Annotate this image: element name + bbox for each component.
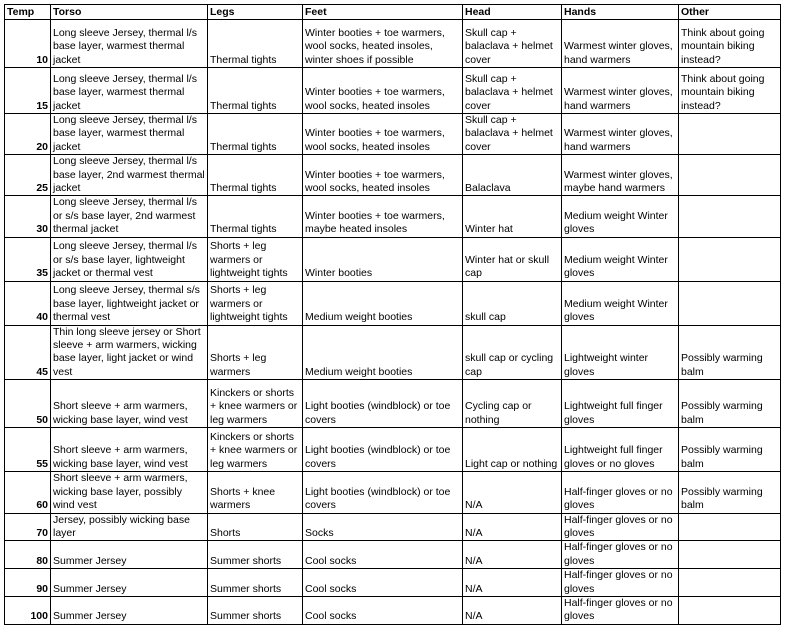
cell-hands: Half-finger gloves or no gloves [562,596,679,624]
cell-hands: Warmest winter gloves, maybe hand warmers [562,155,679,196]
cell-legs: Summer shorts [208,596,303,624]
cell-legs: Thermal tights [208,20,303,68]
cell-head: Skull cap + balaclava + helmet cover [463,20,562,68]
cell-hands: Warmest winter gloves, hand warmers [562,68,679,114]
header-legs: Legs [208,5,303,20]
cell-other [679,196,781,237]
header-row [5,5,781,20]
cell-feet: Cool socks [303,596,463,624]
cell-head: Cycling cap or nothing [463,380,562,428]
cell-hands: Lightweight full finger gloves [562,380,679,428]
cell-hands: Medium weight Winter gloves [562,281,679,325]
cell-hands: Medium weight Winter gloves [562,237,679,281]
cell-legs: Thermal tights [208,114,303,155]
cell-head: N/A [463,541,562,569]
cycling-clothing-table [4,4,781,625]
header-torso: Torso [51,5,208,20]
cell-hands: Half-finger gloves or no gloves [562,472,679,513]
table-row [5,541,781,569]
cell-feet: Medium weight booties [303,281,463,325]
cell-torso: Long sleeve Jersey, thermal l/s or s/s base layer, 2nd warmest thermal jacket [51,196,208,237]
cell-legs: Shorts + leg warmers or lightweight tights [208,237,303,281]
cell-torso: Summer Jersey [51,596,208,624]
cell-other [679,237,781,281]
cell-head: N/A [463,569,562,597]
cell-feet: Cool socks [303,541,463,569]
cell-feet: Winter booties [303,237,463,281]
cell-torso: Long sleeve Jersey, thermal l/s base layer, warmest thermal jacket [51,68,208,114]
table-row [5,281,781,325]
cell-other [679,155,781,196]
cell-other: Possibly warming balm [679,380,781,428]
cell-other [679,513,781,541]
table-row [5,325,781,380]
cell-feet: Winter booties + toe warmers, wool socks, heated insoles, winter shoes if possible [303,20,463,68]
cell-temp: 45 [5,325,51,380]
cell-hands: Lightweight full finger gloves or no gloves [562,428,679,472]
cell-other: Possibly warming balm [679,472,781,513]
cell-head: N/A [463,596,562,624]
cell-temp: 25 [5,155,51,196]
cell-temp: 60 [5,472,51,513]
table-row [5,155,781,196]
header-temp: Temp [5,5,51,20]
cell-other: Possibly warming balm [679,325,781,380]
table-row [5,569,781,597]
cell-head: skull cap or cycling cap [463,325,562,380]
cell-torso: Short sleeve + arm warmers, wicking base layer, wind vest [51,428,208,472]
table-row [5,380,781,428]
cell-legs: Kinckers or shorts + knee warmers or leg warmers [208,380,303,428]
cell-hands: Half-finger gloves or no gloves [562,541,679,569]
cell-feet: Cool socks [303,569,463,597]
table-row [5,428,781,472]
table-row [5,20,781,68]
cell-temp: 100 [5,596,51,624]
cell-hands: Half-finger gloves or no gloves [562,513,679,541]
cell-torso: Long sleeve Jersey, thermal s/s base layer, lightweight jacket or thermal vest [51,281,208,325]
cell-torso: Long sleeve Jersey, thermal l/s or s/s base layer, lightweight jacket or thermal vest [51,237,208,281]
cell-legs: Kinckers or shorts + knee warmers or leg warmers [208,428,303,472]
cell-feet: Light booties (windblock) or toe covers [303,428,463,472]
cell-head: Skull cap + balaclava + helmet cover [463,114,562,155]
cell-temp: 80 [5,541,51,569]
cell-hands: Warmest winter gloves, hand warmers [562,114,679,155]
cell-temp: 70 [5,513,51,541]
table-row [5,68,781,114]
cell-feet: Medium weight booties [303,325,463,380]
cell-hands: Half-finger gloves or no gloves [562,569,679,597]
cell-feet: Light booties (windblock) or toe covers [303,380,463,428]
cell-temp: 30 [5,196,51,237]
cell-temp: 90 [5,569,51,597]
cell-hands: Medium weight Winter gloves [562,196,679,237]
cell-feet: Winter booties + toe warmers, wool socks, heated insoles [303,68,463,114]
cell-torso: Long sleeve Jersey, thermal l/s base layer, warmest thermal jacket [51,114,208,155]
table-row [5,196,781,237]
cell-other [679,541,781,569]
header-hands: Hands [562,5,679,20]
header-head: Head [463,5,562,20]
cell-legs: Thermal tights [208,196,303,237]
cell-other: Think about going mountain biking instead? [679,68,781,114]
cell-legs: Shorts [208,513,303,541]
cell-temp: 10 [5,20,51,68]
header-other: Other [679,5,781,20]
cell-torso: Summer Jersey [51,569,208,597]
cell-head: Skull cap + balaclava + helmet cover [463,68,562,114]
cell-torso: Thin long sleeve jersey or Short sleeve + arm warmers, wicking base layer, light jacket or wind vest [51,325,208,380]
cell-other [679,569,781,597]
cell-feet: Light booties (windblock) or toe covers [303,472,463,513]
cell-head: Light cap or nothing [463,428,562,472]
cell-legs: Summer shorts [208,569,303,597]
cell-head: skull cap [463,281,562,325]
cell-legs: Summer shorts [208,541,303,569]
cell-head: N/A [463,513,562,541]
cell-other: Think about going mountain biking instead? [679,20,781,68]
cell-legs: Shorts + leg warmers [208,325,303,380]
cell-feet: Winter booties + toe warmers, maybe heated insoles [303,196,463,237]
cell-torso: Long sleeve Jersey, thermal l/s base layer, 2nd warmest thermal jacket [51,155,208,196]
cell-legs: Thermal tights [208,155,303,196]
cell-legs: Thermal tights [208,68,303,114]
cell-legs: Shorts + knee warmers [208,472,303,513]
cell-hands: Warmest winter gloves, hand warmers [562,20,679,68]
header-feet: Feet [303,5,463,20]
table-row [5,472,781,513]
cell-other [679,114,781,155]
cell-hands: Lightweight winter gloves [562,325,679,380]
cell-temp: 50 [5,380,51,428]
cell-other [679,596,781,624]
cell-torso: Short sleeve + arm warmers, wicking base layer, possibly wind vest [51,472,208,513]
table-row [5,513,781,541]
cell-legs: Shorts + leg warmers or lightweight tights [208,281,303,325]
cell-torso: Summer Jersey [51,541,208,569]
table-row [5,596,781,624]
cell-feet: Winter booties + toe warmers, wool socks, heated insoles [303,155,463,196]
cell-torso: Long sleeve Jersey, thermal l/s base layer, warmest thermal jacket [51,20,208,68]
cell-head: Winter hat [463,196,562,237]
cell-temp: 35 [5,237,51,281]
cell-head: N/A [463,472,562,513]
cell-feet: Winter booties + toe warmers, wool socks, heated insoles [303,114,463,155]
cell-feet: Socks [303,513,463,541]
cell-torso: Short sleeve + arm warmers, wicking base layer, wind vest [51,380,208,428]
cell-other [679,281,781,325]
cell-head: Balaclava [463,155,562,196]
cell-other: Possibly warming balm [679,428,781,472]
table-row [5,237,781,281]
cell-torso: Jersey, possibly wicking base layer [51,513,208,541]
table-row [5,114,781,155]
cell-head: Winter hat or skull cap [463,237,562,281]
cell-temp: 40 [5,281,51,325]
cell-temp: 15 [5,68,51,114]
cell-temp: 55 [5,428,51,472]
cell-temp: 20 [5,114,51,155]
